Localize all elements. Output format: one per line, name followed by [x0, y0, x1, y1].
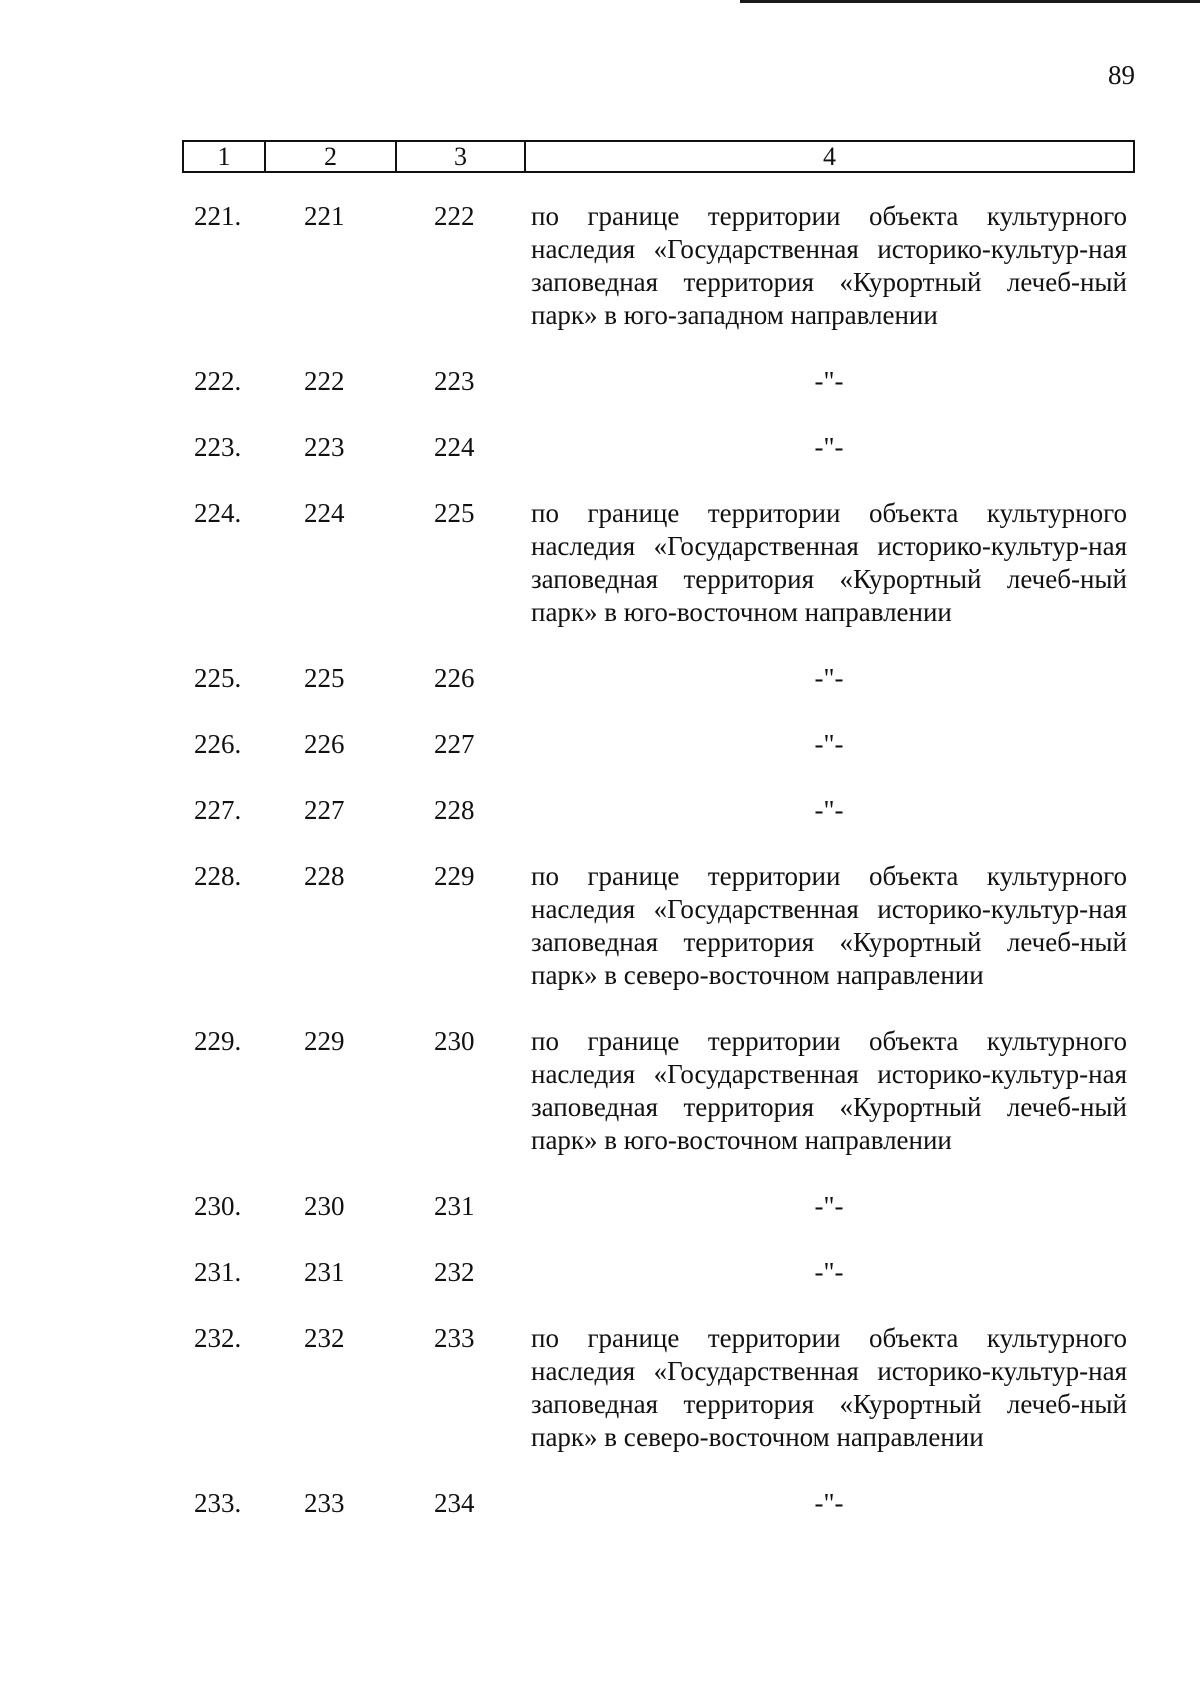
point-to: 223	[434, 366, 475, 396]
row-number: 223.	[194, 432, 242, 462]
point-to: 232	[434, 1257, 475, 1287]
boundary-description: по границе территории объекта культурного наследия «Государственная историко-культур-ная заповедная территория «Курортный лечеб-ный парк» в юго-западном направлении	[531, 201, 1127, 330]
point-to: 226	[434, 663, 475, 693]
row-number: 229.	[194, 1026, 242, 1056]
row-number: 228.	[194, 861, 242, 891]
ditto-mark: -"-	[814, 366, 844, 396]
table-header	[182, 140, 1135, 173]
point-to: 225	[434, 498, 475, 528]
ditto-mark: -"-	[814, 729, 844, 759]
ditto-mark: -"-	[814, 795, 844, 825]
point-to: 231	[434, 1191, 475, 1221]
point-to: 234	[434, 1488, 475, 1518]
point-from: 229	[304, 1026, 345, 1056]
boundary-description: по границе территории объекта культурного наследия «Государственная историко-культур-ная заповедная территория «Курортный лечеб-ный парк» в юго-восточном направлении	[531, 1026, 1127, 1155]
row-number: 231.	[194, 1257, 242, 1287]
point-from: 222	[304, 366, 345, 396]
page-number: 89	[1108, 60, 1135, 90]
ditto-mark: -"-	[814, 663, 844, 693]
point-from: 226	[304, 729, 345, 759]
row-number: 233.	[194, 1488, 242, 1518]
point-from: 230	[304, 1191, 345, 1221]
point-to: 230	[434, 1026, 475, 1056]
point-to: 222	[434, 201, 475, 231]
point-from: 221	[304, 201, 345, 231]
row-number: 226.	[194, 729, 242, 759]
point-from: 232	[304, 1323, 345, 1353]
ditto-mark: -"-	[814, 1488, 844, 1518]
point-from: 233	[304, 1488, 345, 1518]
boundary-description: по границе территории объекта культурного наследия «Государственная историко-культур-ная заповедная территория «Курортный лечеб-ный парк» в северо-восточном направлении	[531, 1323, 1127, 1452]
top-scan-rule	[740, 0, 1200, 3]
point-from: 225	[304, 663, 345, 693]
point-to: 229	[434, 861, 475, 891]
point-from: 231	[304, 1257, 345, 1287]
row-number: 224.	[194, 498, 242, 528]
header-col-1: 1	[184, 142, 266, 171]
point-from: 223	[304, 432, 345, 462]
row-number: 225.	[194, 663, 242, 693]
point-from: 224	[304, 498, 345, 528]
boundary-description: по границе территории объекта культурного наследия «Государственная историко-культур-ная заповедная территория «Курортный лечеб-ный парк» в северо-восточном направлении	[531, 861, 1127, 990]
ditto-mark: -"-	[814, 1191, 844, 1221]
point-to: 233	[434, 1323, 475, 1353]
point-to: 224	[434, 432, 475, 462]
header-col-2: 2	[266, 142, 397, 171]
row-number: 232.	[194, 1323, 242, 1353]
point-from: 227	[304, 795, 345, 825]
ditto-mark: -"-	[814, 432, 844, 462]
point-from: 228	[304, 861, 345, 891]
point-to: 227	[434, 729, 475, 759]
row-number: 222.	[194, 366, 242, 396]
header-col-3: 3	[397, 142, 526, 171]
boundary-description: по границе территории объекта культурного наследия «Государственная историко-культур-ная заповедная территория «Курортный лечеб-ный парк» в юго-восточном направлении	[531, 498, 1127, 627]
row-number: 221.	[194, 201, 242, 231]
point-to: 228	[434, 795, 475, 825]
ditto-mark: -"-	[814, 1257, 844, 1287]
header-col-4: 4	[823, 141, 836, 171]
row-number: 230.	[194, 1191, 242, 1221]
row-number: 227.	[194, 795, 242, 825]
